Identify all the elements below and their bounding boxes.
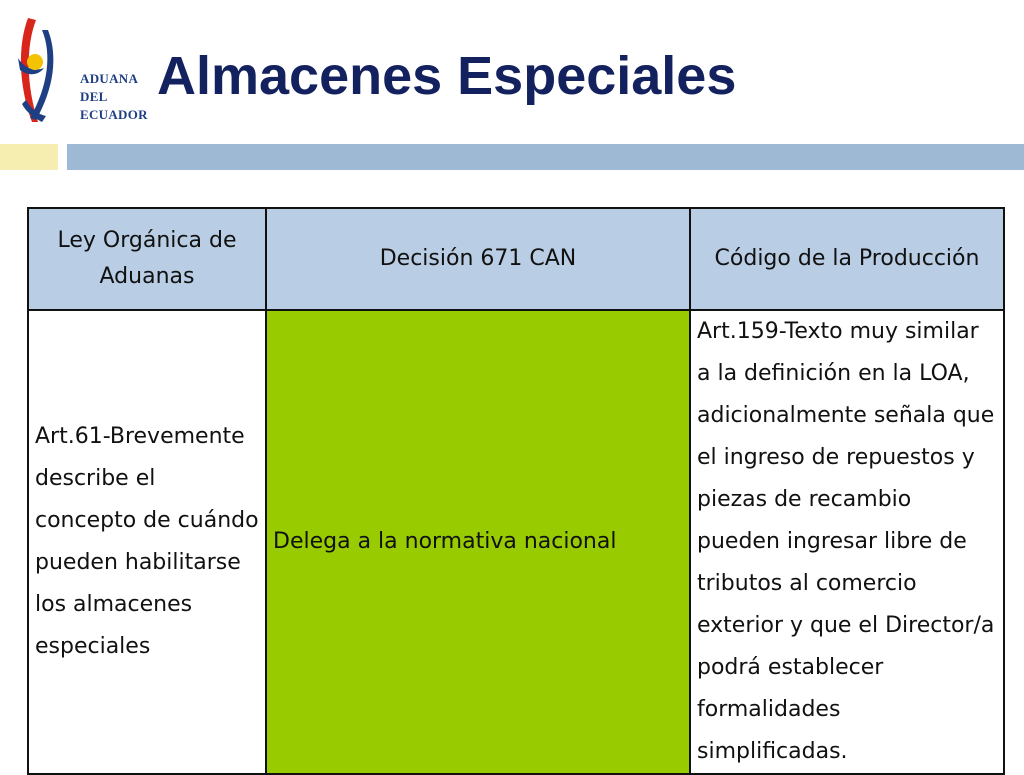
logo-line: DEL bbox=[80, 89, 108, 104]
table-cell-highlighted: Delega a la normativa nacional bbox=[266, 310, 690, 774]
page-title: Almacenes Especiales bbox=[157, 46, 737, 106]
logo-line: ADUANA bbox=[80, 71, 139, 86]
table-row bbox=[28, 310, 1004, 774]
table-cell: Art.159-Texto muy similar a la definición en la LOA, adicionalmente señala que el ingreso de repuestos y piezas de recambio pueden ingresar libre de tributos al comercio exterior y que el Director/a podrá establecer formalidades simplificadas. bbox=[690, 310, 1004, 774]
comparison-table bbox=[27, 207, 1005, 775]
column-header: Código de la Producción bbox=[690, 208, 1004, 310]
accent-bar-blue bbox=[67, 144, 1024, 170]
table-header-row bbox=[28, 208, 1004, 310]
logo-wordmark bbox=[80, 70, 148, 124]
column-header: Ley Orgánica de Aduanas bbox=[28, 208, 266, 310]
accent-bar-yellow bbox=[0, 144, 58, 170]
column-header: Decisión 671 CAN bbox=[266, 208, 690, 310]
logo-line: ECUADOR bbox=[80, 107, 148, 122]
aduana-ecuador-logo-icon bbox=[8, 14, 78, 126]
table-cell: Art.61-Brevemente describe el concepto de cuándo pueden habilitarse los almacenes especiales bbox=[28, 310, 266, 774]
